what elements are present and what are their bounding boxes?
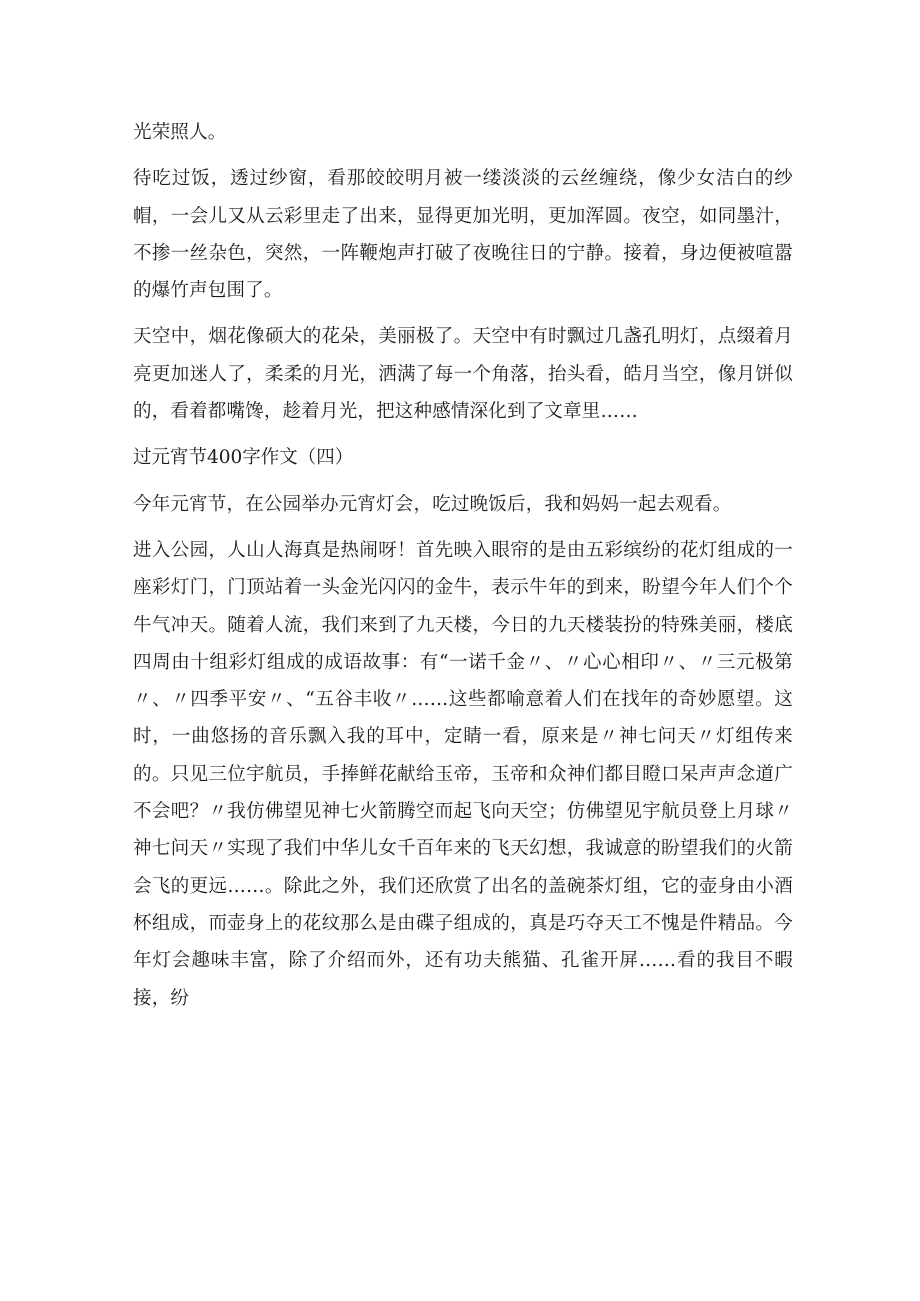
document-body — [133, 114, 793, 1026]
paragraph-2: 待吃过饭，透过纱窗，看那皎皎明月被一缕淡淡的云丝缠绕，像少女洁白的纱帽，一会儿又从云彩里走了出来，显得更加光明，更加浑圆。夜空，如同墨汁，不掺一丝杂色，突然，一阵鞭炮声打破了夜晚往日的宁静。接着，身边便被喧嚣的爆竹声包围了。 — [133, 168, 793, 302]
paragraph-1: 光荣照人。 — [133, 122, 227, 143]
section-paragraph-2: 进入公园，人山人海真是热闹呀！首先映入眼帘的是由五彩缤纷的花灯组成的一座彩灯门，门顶站着一头金光闪闪的金牛，表示牛年的到来，盼望今年人们个个牛气冲天。随着人流，我们来到了九天楼，今日的九天楼装扮的特殊美丽，楼底四周由十组彩灯组成的成语故事：有“一诺千金〃、〃心心相印〃、〃三元极第〃、〃四季平安〃、“五谷丰收〃……这些都喻意着人们在找年的奇妙愿望。这时，一曲悠扬的音乐飘入我的耳中，定睛一看，原来是〃神七问天〃灯组传来的。只见三位宇航员，手捧鲜花献给玉帝，玉帝和众神们都目瞪口呆声声念道广不会吧？〃我仿佛望见神七火箭腾空而起飞向天空；仿佛望见宇航员登上月球〃神七问天〃实现了我们中华儿女千百年来的飞天幻想，我诚意的盼望我们的火箭会飞的更远……。除此之外，我们还欣赏了出名的盖碗茶灯组，它的壶身由小酒杯组成，而壶身上的花纹那么是由碟子组成的，真是巧夺天工不愧是件精品。今年灯会趣味丰富，除了介绍而外，还有功夫熊猫、孔雀开屏……看的我目不暇接，纷 — [133, 539, 793, 1009]
section-title: 过元宵节400字作文（四） — [133, 447, 354, 469]
paragraph-3: 天空中，烟花像硕大的花朵，美丽极了。天空中有时飘过几盏孔明灯，点缀着月亮更加迷人了，柔柔的月光，洒满了每一个角落，抬头看，皓月当空，像月饼似的，看着都嘴馋，趁着月光，把这种感情深化到了文章里…… — [133, 326, 793, 423]
section-paragraph-1: 今年元宵节，在公园举办元宵灯会，吃过晚饭后，我和妈妈一起去观看。 — [133, 493, 732, 515]
